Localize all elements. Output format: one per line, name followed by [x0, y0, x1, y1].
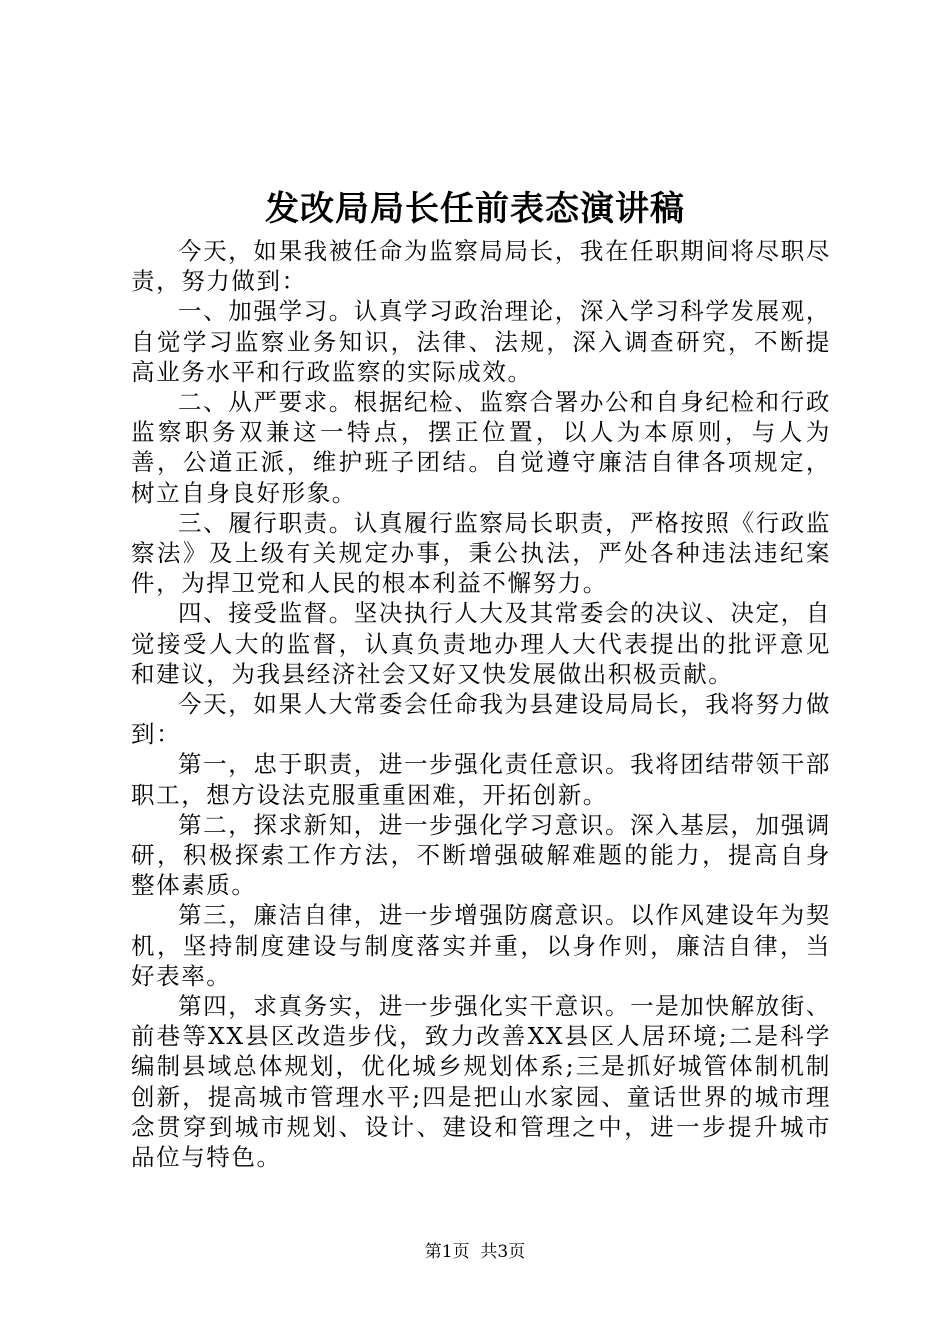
- paragraph: 第四，求真务实，进一步强化实干意识。一是加快解放街、前巷等XX县区改造步伐，致力改善XX县区人居环境;二是科学编制县域总体规划，优化城乡规划体系;三是抓好城管体制机制创新，提高城市管理水平;四是把山水家园、童话世界的城市理念贯穿到城市规划、设计、建设和管理之中，进一步提升城市品位与特色。: [131, 992, 831, 1172]
- paragraph: 第三，廉洁自律，进一步增强防腐意识。以作风建设年为契机，坚持制度建设与制度落实并重，以身作则，廉洁自律，当好表率。: [131, 901, 831, 990]
- paragraph: 四、接受监督。坚决执行人大及其常委会的决议、决定，自觉接受人大的监督，认真负责地办理人大代表提出的批评意见和建议，为我县经济社会又好又快发展做出积极贡献。: [131, 599, 831, 688]
- paragraph: 一、加强学习。认真学习政治理论，深入学习科学发展观，自觉学习监察业务知识，法律、法规，深入调查研究，不断提高业务水平和行政监察的实际成效。: [131, 297, 831, 386]
- document-body: [131, 236, 831, 1172]
- page-indicator: 第1页 共3页: [424, 1242, 526, 1262]
- paragraph: 三、履行职责。认真履行监察局长职责，严格按照《行政监察法》及上级有关规定办事，秉公执法，严处各种违法违纪案件，为捍卫党和人民的根本利益不懈努力。: [131, 508, 831, 598]
- document-title: 发改局局长任前表态演讲稿: [265, 189, 685, 229]
- paragraph: 今天，如果我被任命为监察局局长，我在任职期间将尽职尽责，努力做到：: [131, 237, 831, 296]
- paragraph: 今天，如果人大常委会任命我为县建设局局长，我将努力做到：: [131, 690, 831, 749]
- paragraph: 二、从严要求。根据纪检、监察合署办公和自身纪检和行政监察职务双兼这一特点，摆正位置，以人为本原则，与人为善，公道正派，维护班子团结。自觉遵守廉洁自律各项规定，树立自身良好形象。: [131, 388, 831, 507]
- paragraph: 第二，探求新知，进一步强化学习意识。深入基层，加强调研，积极探索工作方法，不断增强破解难题的能力，提高自身整体素质。: [131, 810, 831, 900]
- paragraph: 第一，忠于职责，进一步强化责任意识。我将团结带领干部职工，想方设法克服重重困难，开拓创新。: [131, 750, 831, 809]
